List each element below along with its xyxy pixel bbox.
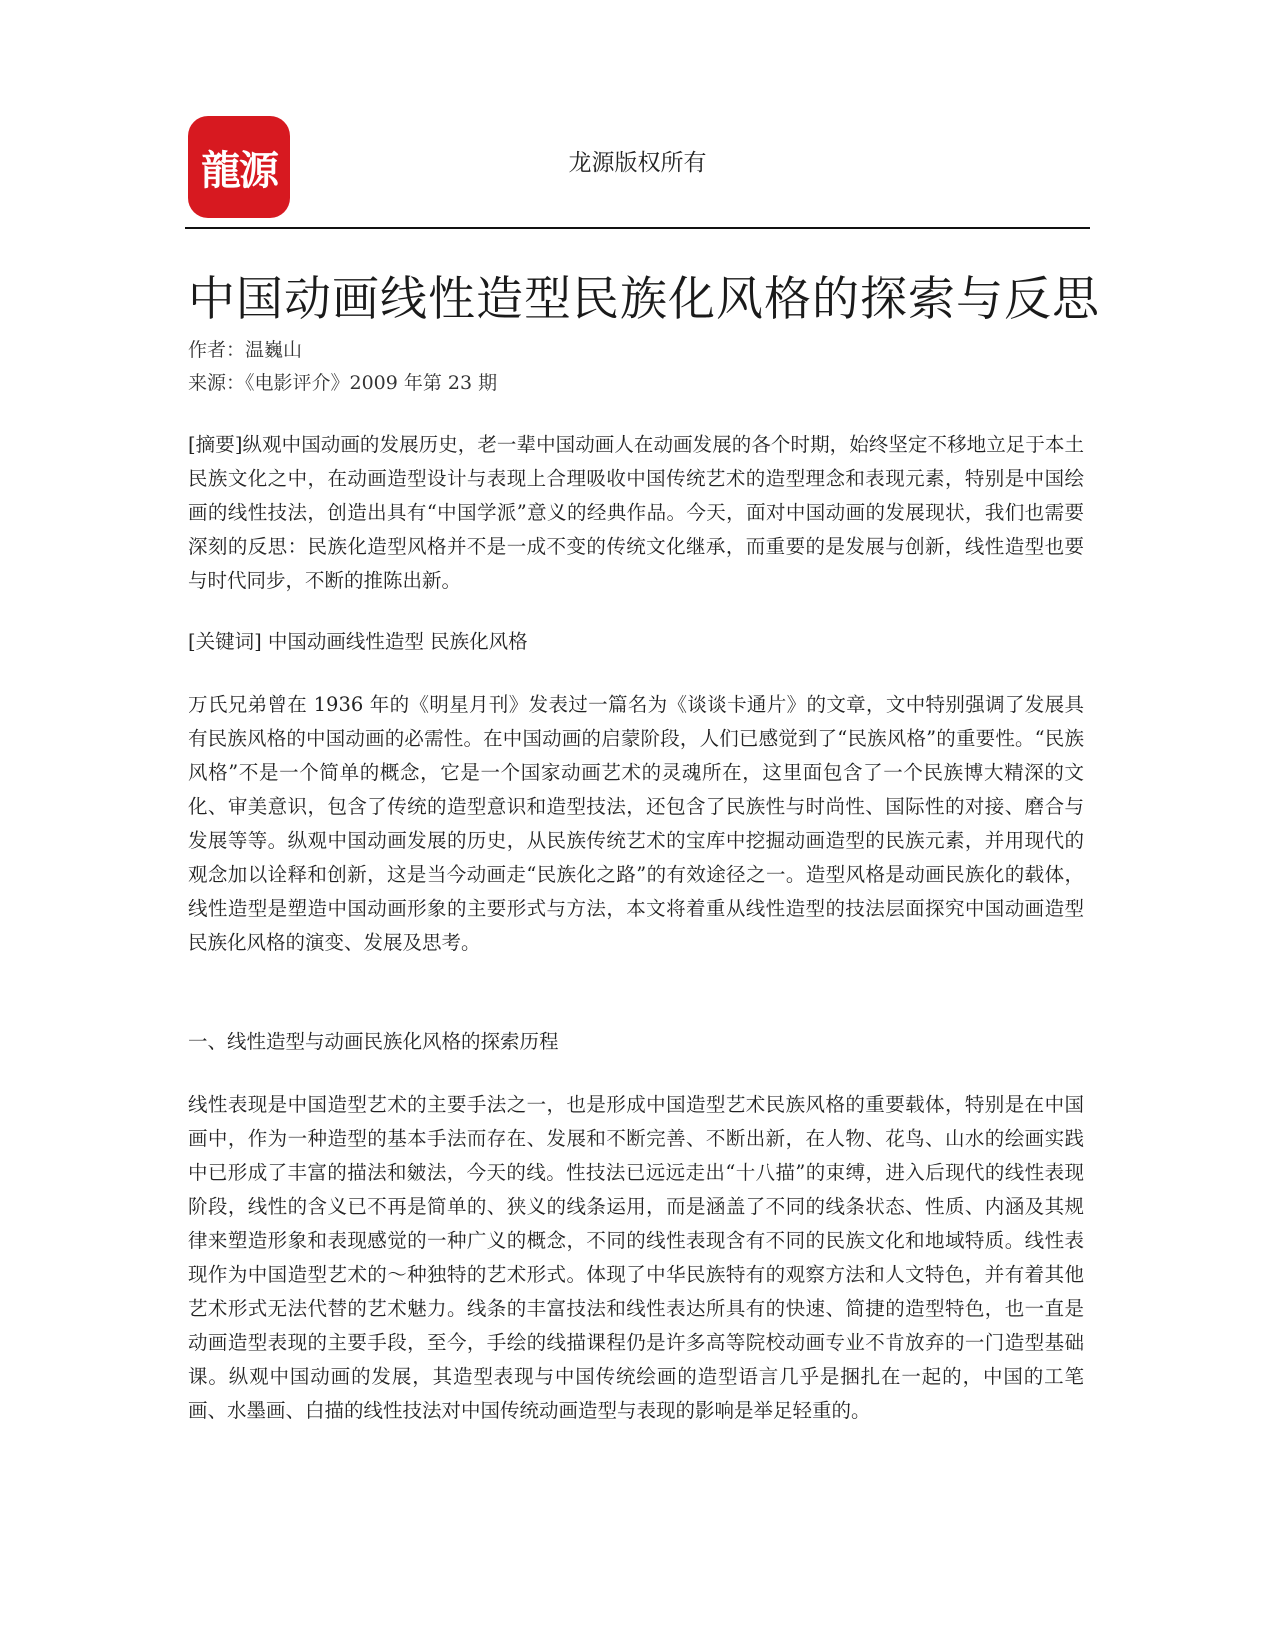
- article-source: 来源：《电影评介》2009 年第 23 期: [188, 372, 498, 394]
- section-heading: 一、线性造型与动画民族化风格的探索历程: [188, 1030, 559, 1053]
- abstract-paragraph: [摘要]纵观中国动画的发展历史，老一辈中国动画人在动画发展的各个时期，始终坚定不移地立足于本土民族文化之中，在动画造型设计与表现上合理吸收中国传统艺术的造型理念和表现元素，特别是中国绘画的线性技法，创造出具有“中国学派”意义的经典作品。今天，面对中国动画的发展现状，我们也需要深刻的反思：民族化造型风格并不是一成不变的传统文化继承，而重要的是发展与创新，线性造型也要与时代同步，不断的推陈出新。: [188, 433, 1084, 592]
- section-paragraph: 线性表现是中国造型艺术的主要手法之一，也是形成中国造型艺术民族风格的重要载体，特别是在中国画中，作为一种造型的基本手法而存在、发展和不断完善、不断出新，在人物、花鸟、山水的绘画实践中已形成了丰富的描法和皴法，今天的线。性技法已远远走出“十八描”的束缚，进入后现代的线性表现阶段，线性的含义已不再是简单的、狭义的线条运用，而是涵盖了不同的线条状态、性质、内涵及其规律来塑造形象和表现感觉的一种广义的概念，不同的线性表现含有不同的民族文化和地域特质。线性表现作为中国造型艺术的～种独特的艺术形式。体现了中华民族特有的观察方法和人文特色，并有着其他艺术形式无法代替的艺术魅力。线条的丰富技法和线性表达所具有的快速、简捷的造型特色，也一直是动画造型表现的主要手段，至今，手绘的线描课程仍是许多高等院校动画专业不肯放弃的一门造型基础课。纵观中国动画的发展，其造型表现与中国传统绘画的造型语言几乎是捆扎在一起的，中国的工笔画、水墨画、白描的线性技法对中国传统动画造型与表现的影响是举足轻重的。: [188, 1093, 1084, 1422]
- logo-text: 龍源: [201, 146, 277, 194]
- intro-paragraph: 万氏兄弟曾在 1936 年的《明星月刊》发表过一篇名为《谈谈卡通片》的文章，文中特别强调了发展具有民族风格的中国动画的必需性。在中国动画的启蒙阶段，人们已感觉到了“民族风格”的重要性。“民族风格”不是一个简单的概念，它是一个国家动画艺术的灵魂所在，这里面包含了一个民族博大精深的文化、审美意识，包含了传统的造型意识和造型技法，还包含了民族性与时尚性、国际性的对接、磨合与发展等等。纵观中国动画发展的历史，从民族传统艺术的宝库中挖掘动画造型的民族元素，并用现代的观念加以诠释和创新，这是当今动画走“民族化之路”的有效途径之一。造型风格是动画民族化的载体，线性造型是塑造中国动画形象的主要形式与方法，本文将着重从线性造型的技法层面探究中国动画造型民族化风格的演变、发展及思考。: [188, 693, 1084, 954]
- keywords-line: [关键词] 中国动画线性造型 民族化风格: [188, 630, 528, 653]
- header-divider: [185, 227, 1090, 229]
- copyright-notice: 龙源版权所有: [568, 150, 707, 176]
- article-title: 中国动画线性造型民族化风格的探索与反思: [188, 272, 1100, 327]
- article-author: 作者：温巍山: [188, 339, 303, 361]
